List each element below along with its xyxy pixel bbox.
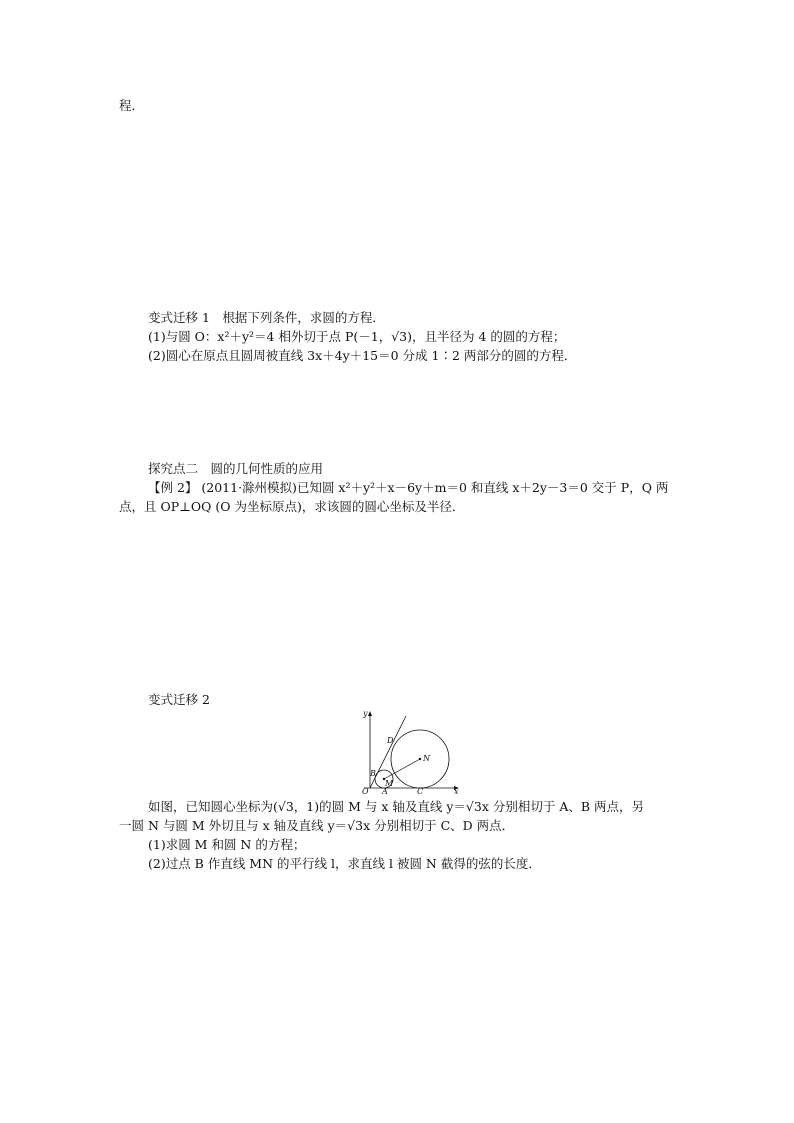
x-axis-label: x xyxy=(454,787,459,794)
example-2-line-2: 点，且 OP⊥OQ (O 为坐标原点)，求该圆的圆心坐标及半径． xyxy=(119,499,465,514)
variant-1-part-2: (2)圆心在原点且圆周被直线 3x＋4y＋15＝0 分成 1∶2 两部分的圆的方程． xyxy=(148,348,577,363)
example-2-line-1: 【例 2】 (2011·滁州模拟)已知圆 x²＋y²＋x－6y＋m＝0 和直线 x＋2y－3＝0 交于 P，Q 两 xyxy=(148,480,669,495)
variant-2-part-2: (2)过点 B 作直线 MN 的平行线 l，求直线 l 被圆 N 截得的弦的长度． xyxy=(148,856,541,871)
section-2-heading: 探究点二 圆的几何性质的应用 xyxy=(148,461,324,476)
origin-label: O xyxy=(362,787,369,794)
variant-2-line-2: 一圆 N 与圆 M 外切且与 x 轴及直线 y＝√3x 分别相切于 C、D 两点． xyxy=(119,818,515,833)
point-c-label: C xyxy=(417,787,424,794)
variant-2-part-1: (1)求圆 M 和圆 N 的方程； xyxy=(148,837,306,852)
point-m-label: M xyxy=(385,779,394,788)
geometry-figure xyxy=(356,706,462,794)
point-b-label: B xyxy=(370,769,376,778)
circles-tangent-diagram xyxy=(356,706,462,794)
variant-2-line-1: 如图，已知圆心坐标为(√3，1)的圆 M 与 x 轴及直线 y＝√3x 分别相切于 A、B 两点，另 xyxy=(148,799,645,814)
text-line-cheng: 程． xyxy=(119,98,145,113)
y-axis-arrow xyxy=(368,711,372,716)
point-d-label: D xyxy=(387,736,394,745)
segment-mn xyxy=(384,759,420,779)
variant-2-heading: 变式迁移 2 xyxy=(148,692,210,707)
point-a-label: A xyxy=(382,787,388,794)
point-n-label: N xyxy=(423,754,430,763)
variant-1-part-1: (1)与圆 O：x²＋y²＝4 相外切于点 P(－1，√3)，且半径为 4 的圆的方程； xyxy=(148,329,566,344)
variant-1-heading: 变式迁移 1 根据下列条件，求圆的方程． xyxy=(148,310,385,325)
point-n xyxy=(419,758,421,760)
y-axis-label: y xyxy=(363,709,368,718)
